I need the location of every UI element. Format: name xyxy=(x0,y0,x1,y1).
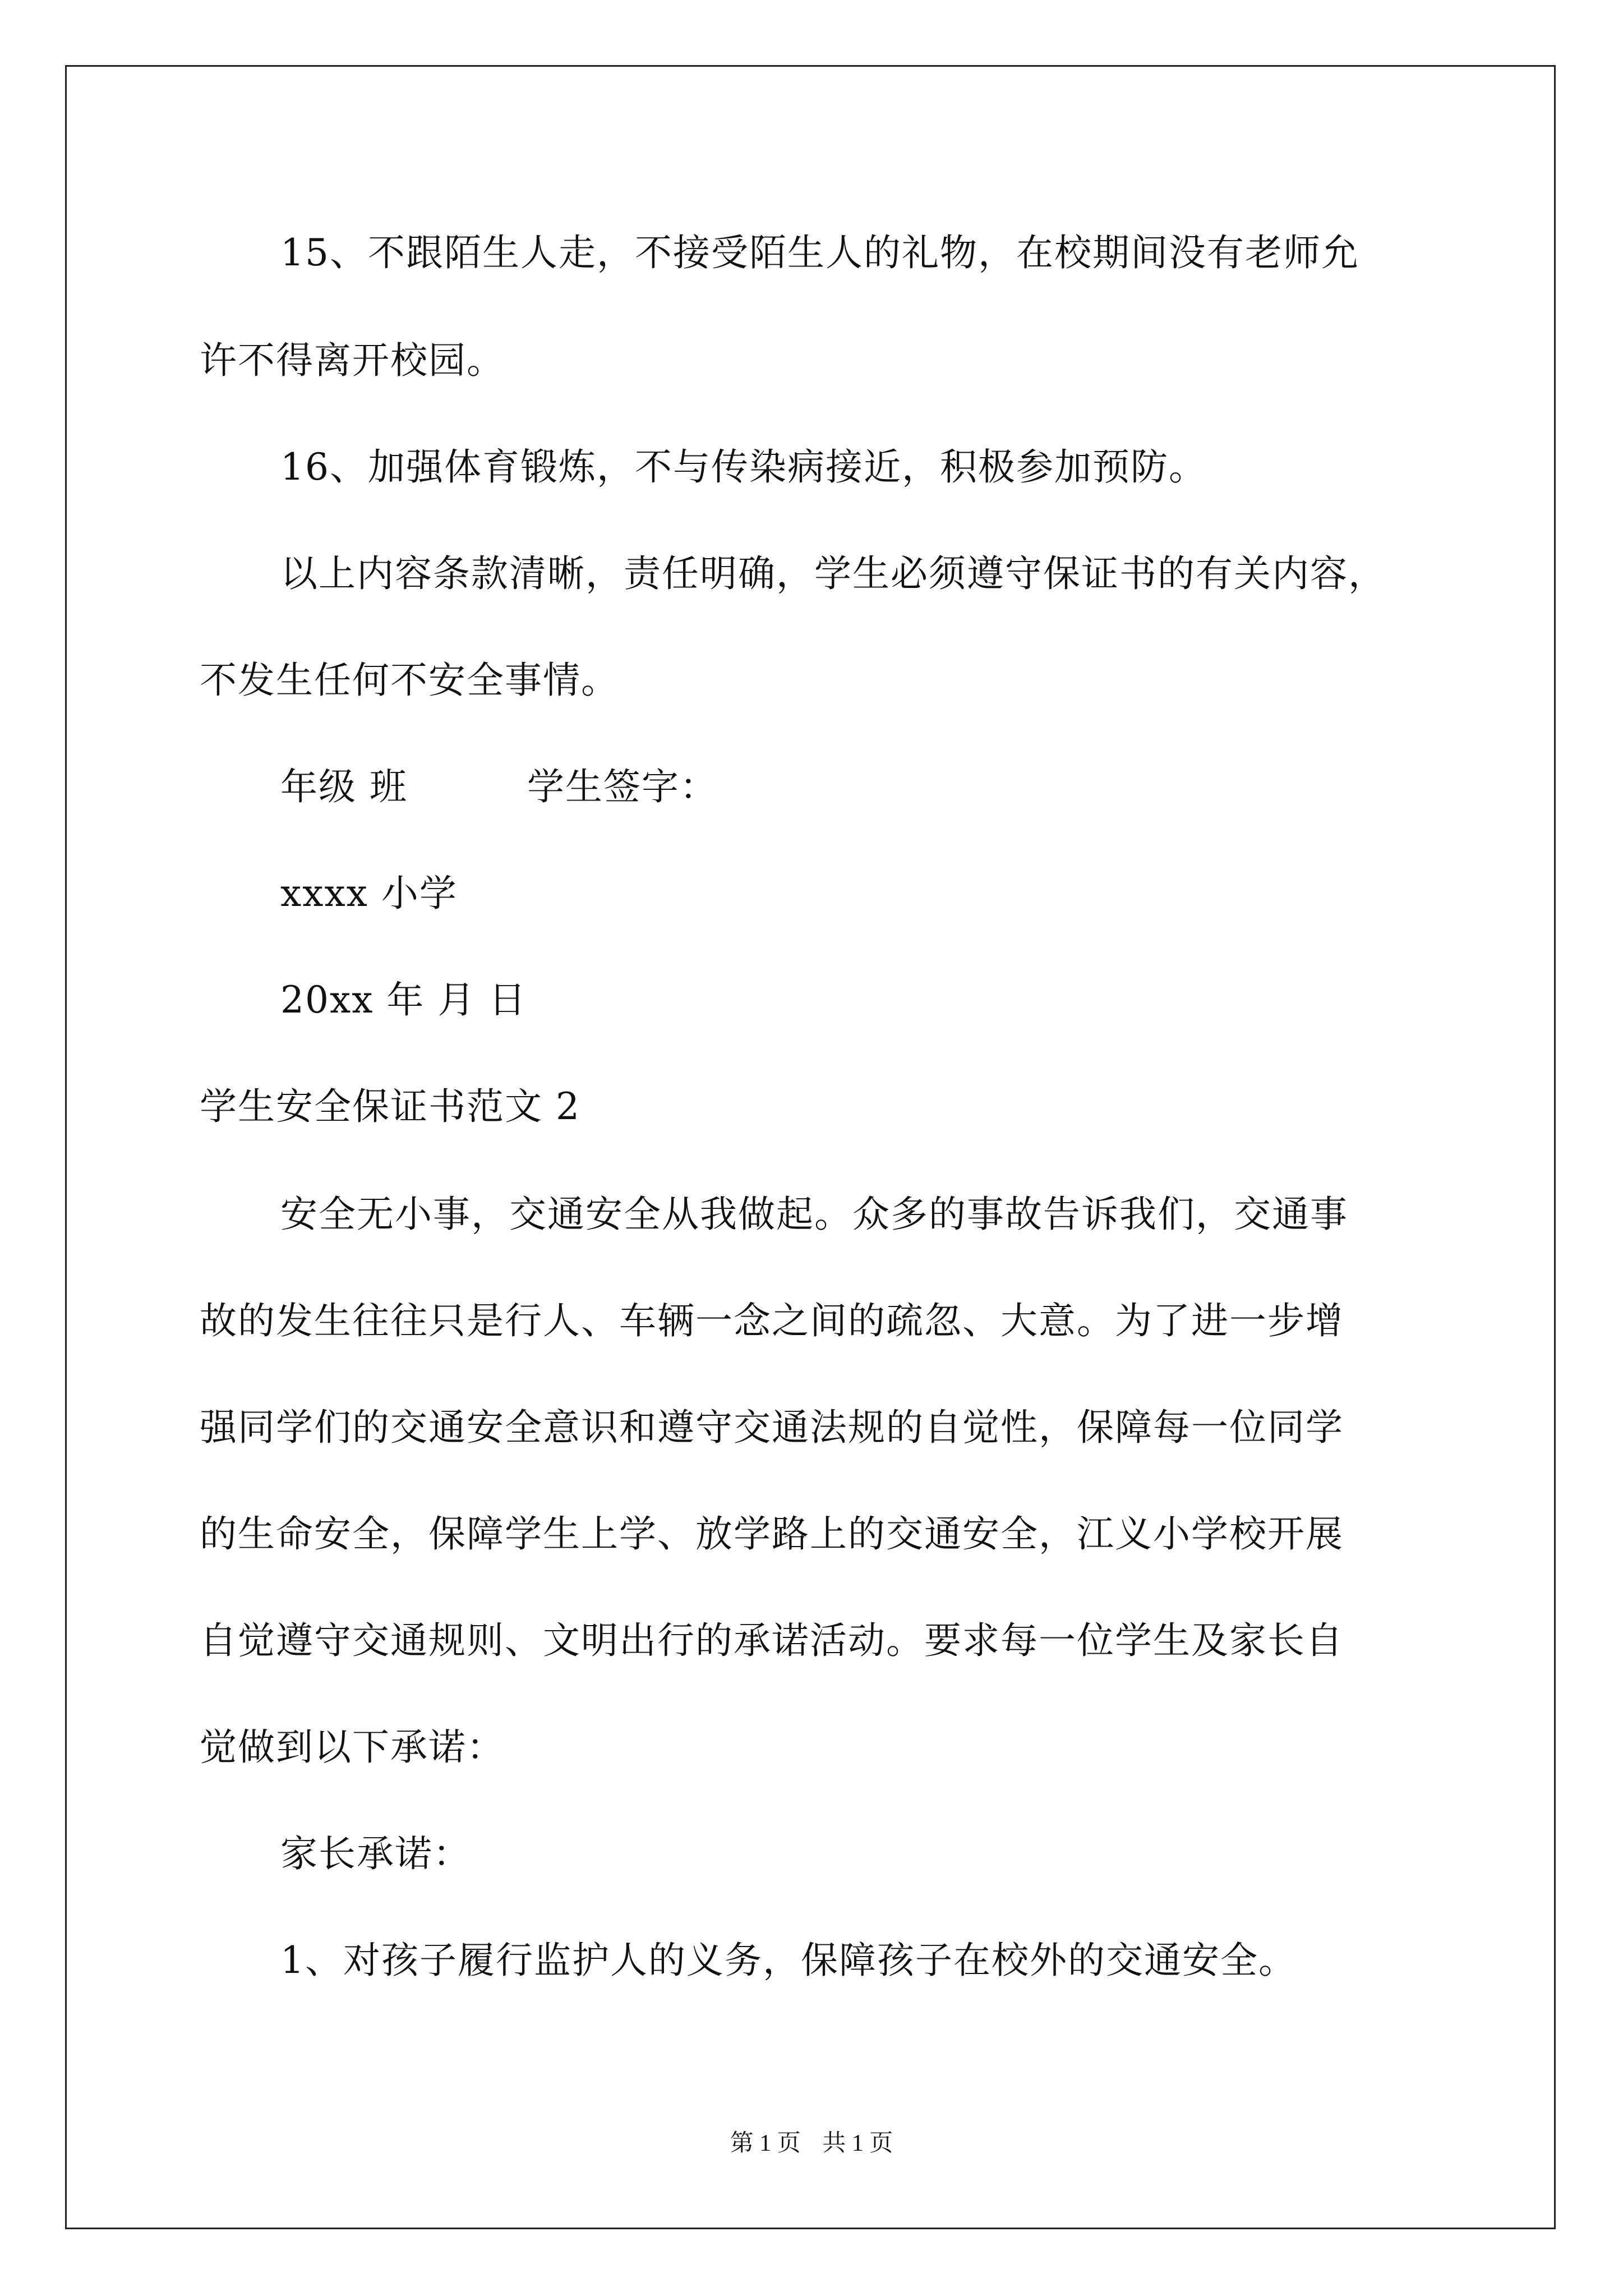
parent-promise-heading: 家长承诺： xyxy=(280,1832,471,1875)
page-footer xyxy=(0,2132,1623,2155)
paragraph-line: 安全无小事，交通安全从我做起。众多的事故告诉我们，交通事 xyxy=(280,1193,1348,1236)
student-signature-label: 学生签字： xyxy=(527,765,718,808)
paragraph-line: 1、对孩子履行监护人的义务，保障孩子在校外的交通安全。 xyxy=(280,1939,1297,1982)
paragraph-line: 15、不跟陌生人走，不接受陌生人的礼物，在校期间没有老师允 xyxy=(280,231,1359,274)
paragraph-line: 以上内容条款清晰，责任明确，学生必须遵守保证书的有关内容， xyxy=(280,552,1386,595)
school-name: xxxx 小学 xyxy=(280,872,458,915)
page-number-current: 第 1 页 xyxy=(730,2131,801,2156)
date-line: 20xx 年 月 日 xyxy=(280,978,527,1022)
paragraph-line: 觉做到以下承诺： xyxy=(200,1726,505,1769)
paragraph-line: 的生命安全，保障学生上学、放学路上的交通安全，江义小学校开展 xyxy=(200,1512,1344,1556)
paragraph-line: 故的发生往往只是行人、车辆一念之间的疏忽、大意。为了进一步增 xyxy=(200,1299,1344,1342)
paragraph-line: 16、加强体育锻炼，不与传染病接近，积极参加预防。 xyxy=(280,445,1207,489)
grade-class-label: 年级 班 xyxy=(280,765,408,808)
page-border xyxy=(65,65,1556,2229)
page-number-total: 共 1 页 xyxy=(822,2131,893,2156)
paragraph-line: 许不得离开校园。 xyxy=(200,339,505,382)
paragraph-line: 强同学们的交通安全意识和遵守交通法规的自觉性，保障每一位同学 xyxy=(200,1406,1344,1449)
paragraph-line: 不发生任何不安全事情。 xyxy=(200,659,619,702)
section-heading: 学生安全保证书范文 2 xyxy=(200,1085,580,1128)
paragraph-line: 自觉遵守交通规则、文明出行的承诺活动。要求每一位学生及家长自 xyxy=(200,1619,1344,1662)
